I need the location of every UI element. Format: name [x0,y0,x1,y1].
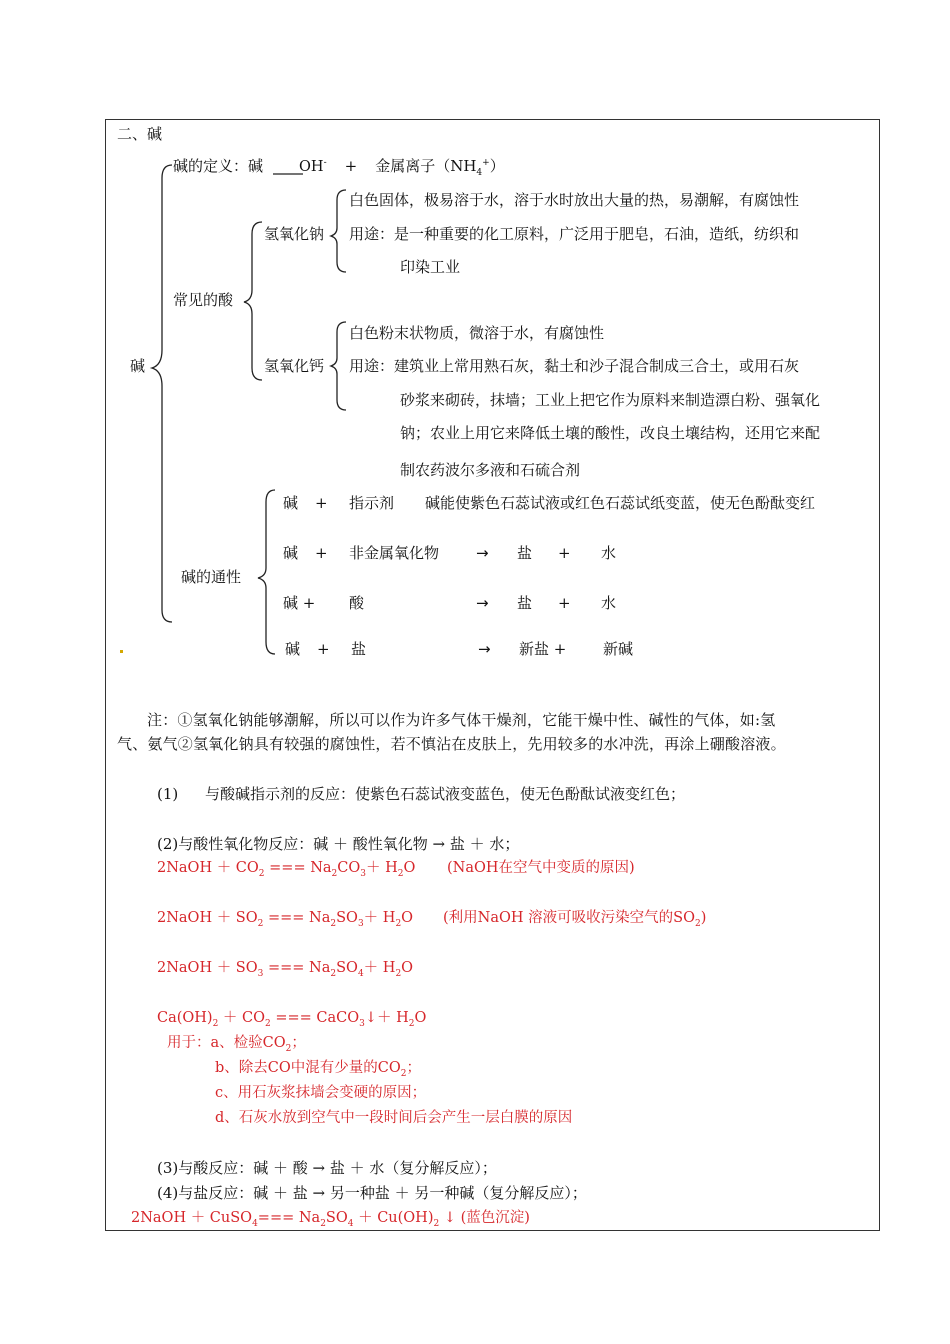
equation-3: 2NaOH ＋ $SO_3$ === $Na_2SO_4+ H_2O$ [157,960,414,979]
caoh-name: 氢氧化钙 [264,357,325,375]
uses-c: c、用石灰浆抹墙会变硬的原因； [215,1085,427,1101]
equation-1-note: (NaOH在空气中变质的原因) [447,860,635,876]
reaction-2: (2)与酸性氧化物反应：碱 ＋ 酸性氧化物 → 盐 ＋ 水； [157,835,520,853]
note-line-2: 气、氨气②氢氧化钠具有较强的腐蚀性，若不慎沾在皮肤上，先用较多的水冲洗，再涂上硼酸溶液。 [117,735,786,753]
caoh-line-4: 钠；农业上用它来降低土壤的酸性，改良土壤结构，还用它来配 [400,424,821,442]
general-label: 碱的通性 [181,568,242,586]
caoh-line-3: 砂浆来砌砖，抹墙；工业上把它作为原料来制造漂白粉、强氧化 [400,391,821,409]
caoh-line-5: 制农药波尔多液和石硫合剂 [400,461,581,479]
naoh-line-1: 白色固体，极易溶于水，溶于水时放出大量的热，易潮解，有腐蚀性 [349,191,800,209]
root-brace [152,165,172,622]
uses-d: d、石灰水放到空气中一段时间后会产生一层白膜的原因 [215,1110,573,1126]
reaction-3: (3)与酸反应：碱 ＋ 酸 → 盐 ＋ 水（复分解反应）； [157,1159,497,1177]
note-line-1: 注：①氢氧化钠能够潮解，所以可以作为许多气体干燥剂，它能干燥中性、碱性的气体，如:氢 [147,711,776,729]
uses-b: b、除去CO中混有少量的$CO_2$； [215,1060,421,1079]
common-brace [244,222,262,380]
naoh-line-3: 印染工业 [400,258,461,276]
definition-line: 碱的定义：碱 OH- + 金属离子$(NH_4^+)$ [173,157,505,178]
caoh-line-1: 白色粉末状物质，微溶于水，有腐蚀性 [349,324,605,342]
naoh-name: 氢氧化钠 [264,225,325,243]
general-brace [258,490,275,654]
caoh-brace [331,322,346,410]
stray-mark [120,650,123,653]
caoh-line-2: 用途：建筑业上常用熟石灰，黏土和沙子混合制成三合土，或用石灰 [349,357,800,375]
reaction-4: (4)与盐反应：碱 ＋ 盐 → 另一种盐 ＋ 另一种碱（复分解反应）； [157,1184,587,1202]
equation-1: 2NaOH ＋ $CO_2$ === $Na_2CO_3+ H_2O$ [157,860,416,879]
naoh-line-2: 用途：是一种重要的化工原料，广泛用于肥皂，石油，造纸，纺织和 [349,225,800,243]
root-label: 碱 [130,357,146,375]
section-title: 二、碱 [117,125,163,143]
naoh-brace [331,190,346,272]
equation-2-note: (利用NaOH 溶液可吸收污染空气的$SO_2$) [443,910,707,929]
equation-5: 2NaOH ＋ CuSO$_4$=== $Na_2SO_4 + Cu(OH)_2$ ↓ (蓝色沉淀) [131,1210,530,1229]
equation-2: 2NaOH ＋ $SO_2$ === $Na_2SO_3+ H_2O$ [157,910,414,929]
uses-a: 用于：a、检验$CO_2$； [167,1035,306,1054]
common-label: 常见的酸 [173,291,234,309]
equation-4: $Ca(OH)_2 + CO_2$ === CaCO$_3$↓＋ $H_2O$ [157,1010,427,1029]
